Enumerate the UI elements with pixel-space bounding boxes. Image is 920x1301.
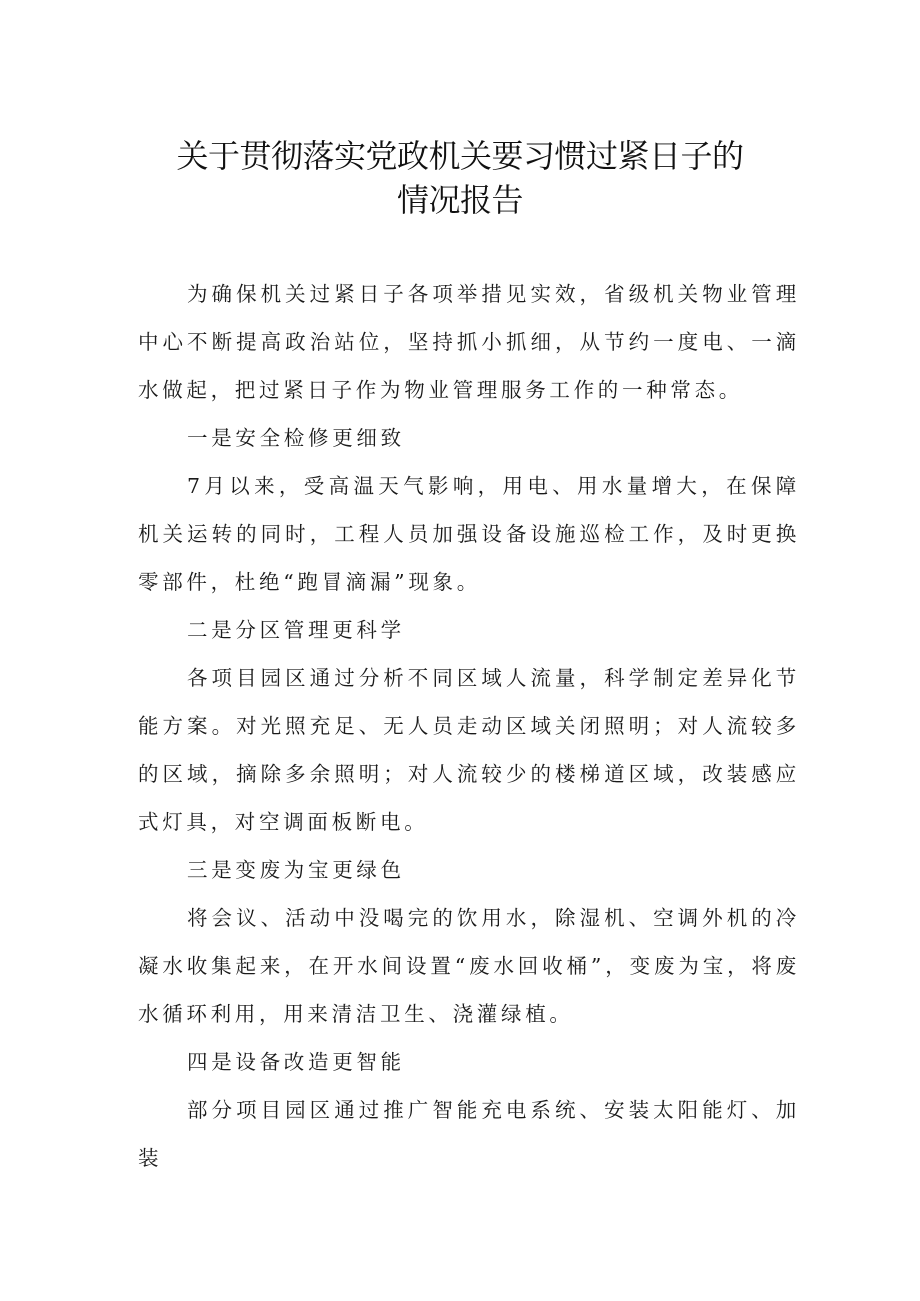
section-heading-3: 三是变废为宝更绿色 (187, 858, 405, 882)
document-body (138, 270, 800, 1182)
document-title (0, 134, 920, 222)
section-heading-4: 四是设备改造更智能 (187, 1050, 405, 1074)
intro-paragraph: 为确保机关过紧日子各项举措见实效，省级机关物业管理中心不断提高政治站位，坚持抓小抓细，从节约一度电、一滴水做起，把过紧日子作为物业管理服务工作的一种常态。 (138, 282, 800, 402)
section-heading-1: 一是安全检修更细致 (187, 426, 405, 450)
section-paragraph-4: 部分项目园区通过推广智能充电系统、安装太阳能灯、加装 (138, 1098, 800, 1170)
section-heading-2: 二是分区管理更科学 (187, 618, 405, 642)
section-paragraph-2: 各项目园区通过分析不同区域人流量，科学制定差异化节能方案。对光照充足、无人员走动区域关闭照明；对人流较多的区域，摘除多余照明；对人流较少的楼梯道区域，改装感应式灯具，对空调面板断电。 (138, 666, 800, 834)
section-paragraph-1: 7月以来，受高温天气影响，用电、用水量增大，在保障机关运转的同时，工程人员加强设备设施巡检工作，及时更换零部件，杜绝“跑冒滴漏”现象。 (138, 474, 800, 594)
section-paragraph-3: 将会议、活动中没喝完的饮用水，除湿机、空调外机的冷凝水收集起来，在开水间设置“废水回收桶”，变废为宝，将废水循环利用，用来清洁卫生、浇灌绿植。 (138, 906, 800, 1026)
title-line-1: 关于贯彻落实党政机关要习惯过紧日子的 (176, 137, 744, 175)
title-line-2: 情况报告 (396, 181, 523, 219)
